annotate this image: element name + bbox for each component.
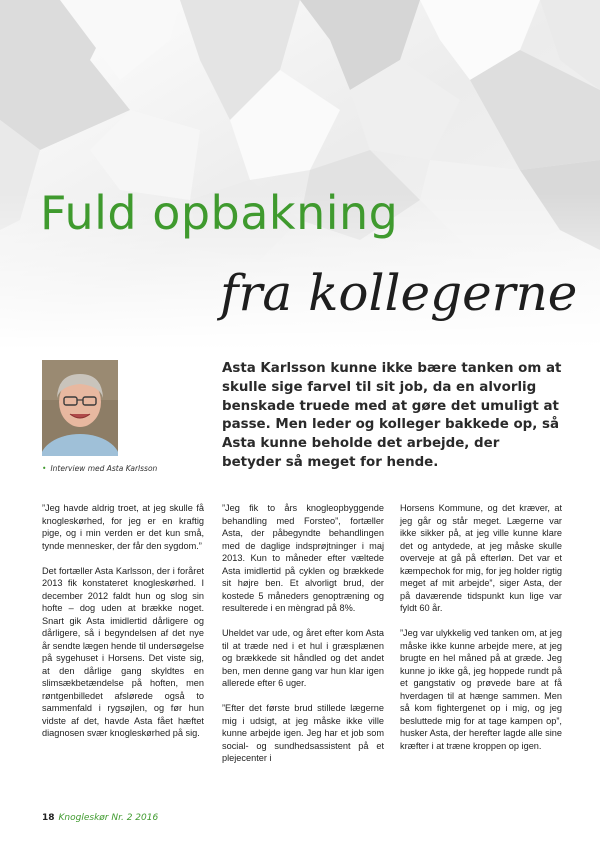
paragraph: Uheldet var ude, og året efter kom Asta til at træde ned i et hul i græsplænen og brækkede sit håndled og det andet ben, men denne gang var hun klar igen allerede efter 6 uger. [222, 628, 384, 688]
page-number: 18 [42, 813, 55, 823]
article-title-line-1: Fuld opbakning [40, 186, 399, 240]
photo-caption [42, 464, 157, 473]
text-column-2 [222, 502, 384, 777]
portrait-illustration [42, 360, 118, 456]
paragraph: ”Jeg havde aldrig troet, at jeg skulle få knogleskørhed, for jeg er en kraftig pige, og i min verden er det kun små, tynde mennesker, der får den sygdom.” [42, 503, 204, 551]
paragraph: ”Jeg var ulykkelig ved tanken om, at jeg måske ikke kunne arbejde mere, at jeg brugte en hel måned på at græde. Jeg kunne jo ikke gå, jeg hoppede rundt på et gangstativ og prøvede bare at få hverdagen til at hænge sammen. Men så kom fightergenet op i mig, og jeg besluttede mig for at tage kampen op”, husker Asta, der herefter lagde alle sine kræfter i at træne kroppen op igen. [400, 628, 562, 751]
article-intro: Asta Karlsson kunne ikke bære tanken om at skulle sige farvel til sit job, da en alvorlig benskade truede med at gøre det umuligt at passe. Men leder og kolleger bakkede op, så Asta kunne beholde det arbejde, der betyder så meget for hende. [222, 361, 562, 470]
portrait-photo [42, 360, 118, 456]
magazine-name: Knogleskør Nr. 2 2016 [58, 813, 159, 823]
paragraph: Det fortæller Asta Karlsson, der i foråret 2013 fik konstateret knogleskørhed. I december 2012 faldt hun og slog sin hofte – dog uden at brække noget. Snart gik Asta imidlertid dårligere og dårligere, så i begyndelsen af det nye år sendte lægen hende til undersøgelse på sygehuset i Horsens. Det viste sig, at den dårlige gang skyldtes en slimsækbetændelse på hoften, men røntgenbilledet afslørede også to sammenfald i rygsøjlen, og før hun vidste af det, havde Asta fået hæftet diagnosen svær knogleskørhed på sig. [42, 565, 204, 738]
text-column-3 [400, 502, 562, 765]
paragraph: Horsens Kommune, og det kræver, at jeg går og står meget. Lægerne var ikke sikker på, at jeg ville kunne klare det og antydede, at jeg måske skulle overveje at gå på efterløn. Det var et kæmpechok for mig, for jeg holder rigtig meget af mit arbejde”, siger Asta, der på daværende tidspunkt kun lige var fyldt 60 år. [400, 503, 562, 613]
paragraph: ”Efter det første brud stillede lægerne mig i udsigt, at jeg måske ikke ville kunne arbejde igen. Jeg har et job som social- og sundhedsassistent på et plejecenter i [222, 703, 384, 763]
paragraph: ”Jeg fik to års knogleopbyggende behandling med Forsteo”, fortæller Asta, der påbegyndte behandlingen med de daglige indsprøjtninger i maj 2013. Kun to måneder efter væltede Asta imidlertid på cyklen og brækkede sit højre ben. Et alvorligt brud, der kostede 5 måneders genoptræning og resulterede i en mèngrad på 8%. [222, 503, 384, 613]
text-column-1 [42, 502, 204, 752]
caption-bullet: • [42, 464, 47, 473]
article-title-line-2: fra kollegerne [220, 264, 578, 322]
page-footer [42, 813, 158, 823]
photo-caption-text: Interview med Asta Karlsson [50, 464, 158, 473]
